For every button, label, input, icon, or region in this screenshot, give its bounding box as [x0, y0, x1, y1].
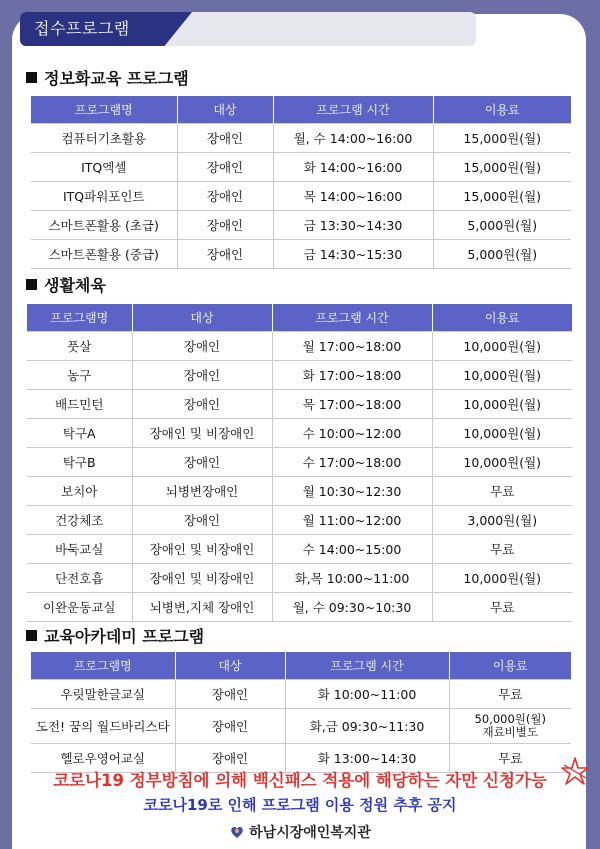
fee-cell: 15,000원(월)	[433, 153, 571, 182]
table-row	[31, 153, 571, 182]
table-row	[27, 477, 572, 506]
program-name-cell: 보치아	[27, 477, 132, 506]
target-cell: 장애인	[132, 506, 272, 535]
schedule-cell: 화 10:00~11:00	[285, 680, 449, 709]
program-name-cell: 이완운동교실	[27, 593, 132, 622]
table-row	[27, 506, 572, 535]
schedule-cell: 월 10:30~12:30	[272, 477, 432, 506]
org-name: 하남시장애인복지관	[249, 825, 371, 841]
column-header: 프로그램명	[31, 96, 177, 124]
table-row	[27, 448, 572, 477]
table-row	[27, 535, 572, 564]
column-header: 프로그램 시간	[285, 652, 449, 680]
fee-cell: 무료	[432, 593, 572, 622]
target-cell: 장애인	[132, 448, 272, 477]
academy-program-table	[31, 651, 571, 773]
fee-cell: 10,000원(월)	[432, 448, 572, 477]
target-cell: 장애인	[177, 182, 273, 211]
target-cell: 장애인 및 비장애인	[132, 419, 272, 448]
fee-cell: 무료	[432, 535, 572, 564]
target-cell: 장애인	[175, 744, 285, 773]
section-title-academy	[26, 627, 204, 647]
program-name-cell: 스마트폰활용 (초급)	[31, 211, 177, 240]
table-row	[27, 361, 572, 390]
program-name-cell: 컴퓨터기초활용	[31, 124, 177, 153]
column-header: 이용료	[449, 652, 571, 680]
table-row	[27, 593, 572, 622]
notice-capacity: 코로나19로 인해 프로그램 이용 정원 추후 공지	[143, 796, 457, 814]
schedule-cell: 화 13:00~14:30	[285, 744, 449, 773]
footer-org	[0, 822, 600, 842]
table-row	[27, 419, 572, 448]
program-name-cell: ITQ엑셀	[31, 153, 177, 182]
program-name-cell: 바둑교실	[27, 535, 132, 564]
target-cell: 뇌병변,지체 장애인	[132, 593, 272, 622]
program-name-cell: 농구	[27, 361, 132, 390]
sports-program-table	[27, 303, 572, 622]
fee-cell: 10,000원(월)	[432, 332, 572, 361]
column-header: 대상	[177, 96, 273, 124]
page-title: 접수프로그램	[34, 19, 130, 38]
schedule-cell: 화 14:00~16:00	[273, 153, 433, 182]
column-header: 이용료	[433, 96, 571, 124]
target-cell: 뇌병변장애인	[132, 477, 272, 506]
fee-cell: 무료	[432, 477, 572, 506]
target-cell: 장애인	[132, 332, 272, 361]
schedule-cell: 화,목 10:00~11:00	[272, 564, 432, 593]
target-cell: 장애인	[175, 680, 285, 709]
target-cell: 장애인	[177, 240, 273, 269]
section-title-it	[26, 69, 189, 89]
schedule-cell: 월, 수 09:30~10:30	[272, 593, 432, 622]
program-name-cell: 탁구A	[27, 419, 132, 448]
program-name-cell: 배드민턴	[27, 390, 132, 419]
target-cell: 장애인	[177, 124, 273, 153]
column-header: 프로그램명	[31, 652, 175, 680]
square-bullet-icon	[26, 279, 37, 290]
target-cell: 장애인	[175, 709, 285, 744]
schedule-cell: 월 17:00~18:00	[272, 332, 432, 361]
fee-cell: 5,000원(월)	[433, 211, 571, 240]
heart-hands-icon	[229, 824, 245, 840]
schedule-cell: 수 14:00~15:00	[272, 535, 432, 564]
table-row	[31, 709, 571, 744]
fee-cell: 15,000원(월)	[433, 124, 571, 153]
square-bullet-icon	[26, 72, 37, 83]
target-cell: 장애인	[132, 390, 272, 419]
table-row	[31, 680, 571, 709]
program-name-cell: 헬로우영어교실	[31, 744, 175, 773]
column-header: 프로그램 시간	[272, 304, 432, 332]
table-header-row	[31, 652, 571, 680]
fee-cell: 무료	[449, 744, 571, 773]
target-cell: 장애인	[177, 153, 273, 182]
program-name-cell: 풋살	[27, 332, 132, 361]
table-header-row	[27, 304, 572, 332]
table-row	[31, 182, 571, 211]
table-row	[31, 124, 571, 153]
table-header-row	[31, 96, 571, 124]
schedule-cell: 수 17:00~18:00	[272, 448, 432, 477]
star-doodle-icon	[560, 756, 590, 786]
schedule-cell: 목 14:00~16:00	[273, 182, 433, 211]
fee-cell: 15,000원(월)	[433, 182, 571, 211]
section-title-sports	[26, 276, 106, 296]
program-name-cell: ITQ파워포인트	[31, 182, 177, 211]
target-cell: 장애인	[132, 361, 272, 390]
section-title-text: 교육아카데미 프로그램	[44, 627, 205, 646]
schedule-cell: 월 11:00~12:00	[272, 506, 432, 535]
table-row	[27, 390, 572, 419]
target-cell: 장애인 및 비장애인	[132, 564, 272, 593]
table-row	[31, 240, 571, 269]
schedule-cell: 금 13:30~14:30	[273, 211, 433, 240]
column-header: 대상	[132, 304, 272, 332]
program-name-cell: 우릿말한글교실	[31, 680, 175, 709]
schedule-cell: 금 14:30~15:30	[273, 240, 433, 269]
schedule-cell: 수 10:00~12:00	[272, 419, 432, 448]
target-cell: 장애인 및 비장애인	[132, 535, 272, 564]
section-title-text: 정보화교육 프로그램	[44, 69, 189, 88]
schedule-cell: 화,금 09:30~11:30	[285, 709, 449, 744]
program-name-cell: 단전호흡	[27, 564, 132, 593]
program-name-cell: 스마트폰활용 (중급)	[31, 240, 177, 269]
schedule-cell: 화 17:00~18:00	[272, 361, 432, 390]
column-header: 프로그램 시간	[273, 96, 433, 124]
column-header: 프로그램명	[27, 304, 132, 332]
column-header: 대상	[175, 652, 285, 680]
target-cell: 장애인	[177, 211, 273, 240]
fee-cell: 5,000원(월)	[433, 240, 571, 269]
fee-cell: 10,000원(월)	[432, 390, 572, 419]
table-row	[27, 332, 572, 361]
program-name-cell: 도전! 꿈의 월드바리스타	[31, 709, 175, 744]
schedule-cell: 월, 수 14:00~16:00	[273, 124, 433, 153]
fee-cell: 10,000원(월)	[432, 361, 572, 390]
fee-cell: 무료	[449, 680, 571, 709]
it-program-table	[31, 95, 571, 269]
schedule-cell: 목 17:00~18:00	[272, 390, 432, 419]
fee-cell: 10,000원(월)	[432, 419, 572, 448]
section-title-text: 생활체육	[44, 276, 106, 295]
fee-cell: 50,000원(월) 재료비별도	[449, 709, 571, 744]
square-bullet-icon	[26, 630, 37, 641]
table-row	[27, 564, 572, 593]
table-row	[31, 211, 571, 240]
fee-cell: 3,000원(월)	[432, 506, 572, 535]
fee-cell: 10,000원(월)	[432, 564, 572, 593]
column-header: 이용료	[432, 304, 572, 332]
notice-vaccine-pass: 코로나19 정부방침에 의해 백신패스 적용에 해당하는 자만 신청가능	[53, 771, 547, 790]
program-name-cell: 탁구B	[27, 448, 132, 477]
program-name-cell: 건강체조	[27, 506, 132, 535]
